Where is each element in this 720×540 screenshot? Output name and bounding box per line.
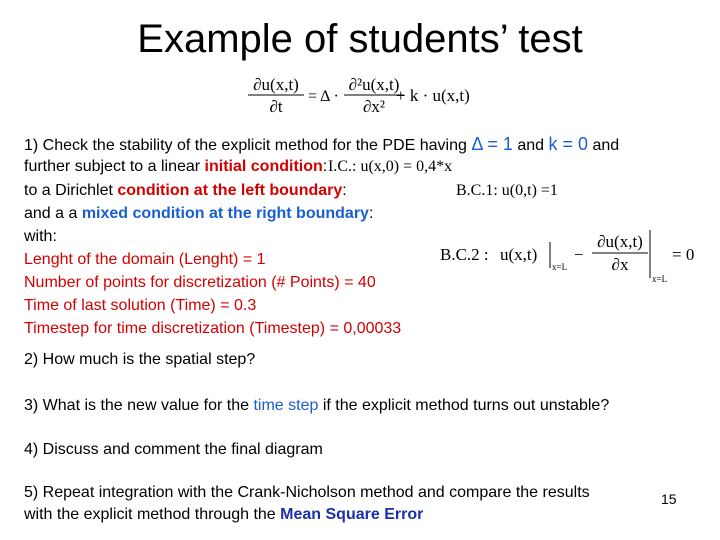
- slide-title: Example of students’ test: [137, 17, 583, 61]
- param-timestep: Timestep for time discretization (Timestep) = 0,00033: [24, 320, 402, 337]
- time-step-label: time step: [253, 397, 319, 414]
- q4-text: 4) Discuss and comment the final diagram: [24, 441, 323, 458]
- bc1-formula: B.C.1: u(0,t) =1: [456, 182, 558, 199]
- q5-line1: 5) Repeat integration with the Crank-Nicholson method and compare the results: [24, 484, 590, 501]
- bc2-formula: [438, 226, 700, 286]
- q2-text: 2) How much is the spatial step?: [24, 351, 256, 368]
- main-equation: [246, 72, 480, 118]
- eq-rhs-tail: + k · u(x,t): [396, 86, 470, 105]
- right-boundary-label: mixed condition at the right boundary: [81, 205, 369, 222]
- eq-lhs-numerator: ∂u(x,t): [253, 75, 299, 94]
- q1-line2: further subject to a linear initial condition:: [24, 158, 328, 175]
- q1-line1: 1) Check the stability of the explicit method for the PDE having Δ = 1 and k = 0 and: [24, 134, 620, 154]
- bc2-u: u(x,t): [500, 245, 538, 264]
- eq-delta: = Δ ·: [308, 88, 339, 105]
- eq-rhs-numerator: ∂²u(x,t): [348, 75, 400, 94]
- bc2-label: B.C.2 :: [440, 245, 489, 264]
- param-length: Lenght of the domain (Lenght) = 1: [24, 251, 266, 268]
- page-number: 15: [661, 491, 677, 507]
- bc2-denominator: ∂x: [611, 255, 629, 274]
- k-value: k = 0: [548, 134, 589, 154]
- param-time: Time of last solution (Time) = 0.3: [24, 297, 257, 314]
- ic-formula: I.C.: u(x,0) = 0,4*x: [328, 158, 453, 175]
- q1-with: with:: [24, 228, 57, 245]
- q1-line4: and a a mixed condition at the right boundary:: [24, 205, 374, 222]
- q5-line2: with the explicit method through the Mean Square Error: [24, 506, 424, 523]
- q3-text: 3) What is the new value for the time step if the explicit method turns out unstable?: [24, 397, 610, 414]
- bc2-numerator: ∂u(x,t): [597, 232, 643, 251]
- mse-label: Mean Square Error: [280, 506, 424, 523]
- q1-line3: to a Dirichlet condition at the left boundary:: [24, 182, 347, 199]
- eq-rhs-denominator: ∂x²: [363, 97, 385, 116]
- bc2-sub1: x=L: [552, 262, 568, 272]
- delta-value: Δ = 1: [471, 134, 513, 154]
- left-boundary-label: condition at the left boundary: [117, 182, 343, 199]
- initial-condition-label: initial condition: [204, 158, 323, 175]
- eq-lhs-denominator: ∂t: [269, 97, 283, 116]
- bc2-sub2: x=L: [652, 274, 668, 284]
- param-points: Number of points for discretization (# Points) = 40: [24, 274, 376, 291]
- bc2-equals: = 0: [672, 245, 695, 264]
- bc2-minus: −: [574, 245, 584, 264]
